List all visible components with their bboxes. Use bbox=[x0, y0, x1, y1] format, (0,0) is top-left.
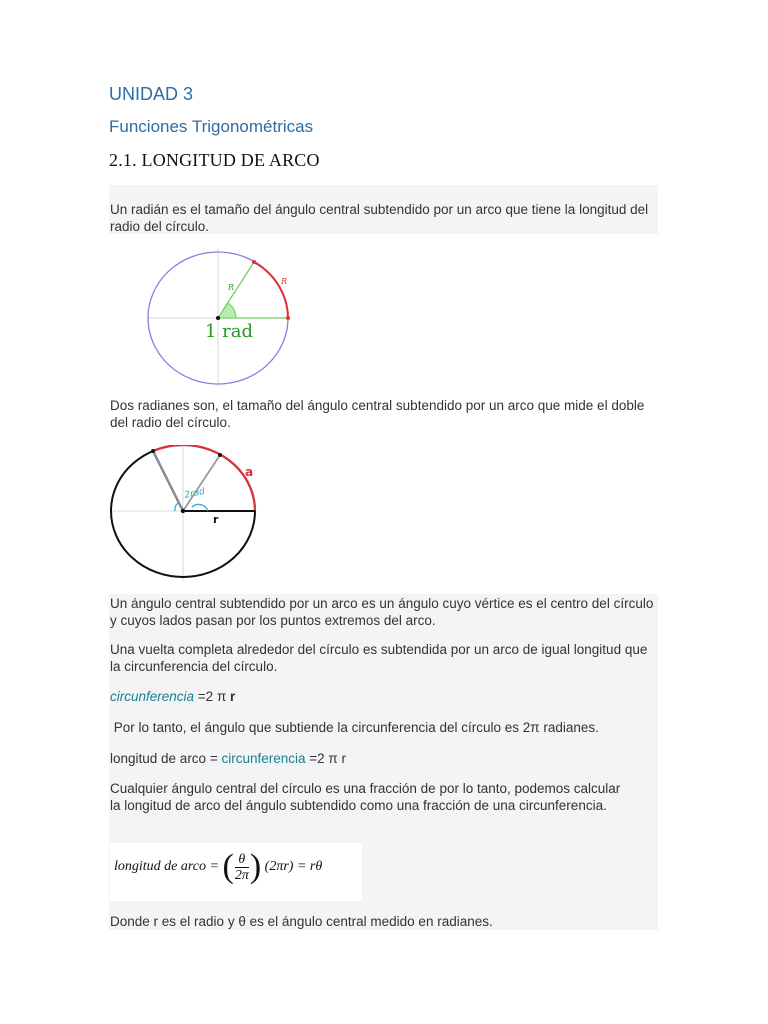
paragraph-full-turn: Una vuelta completa alrededor del círculo es subtendida por un arco de igual longitud que la circunferencia del círculo. bbox=[110, 642, 648, 674]
equation-lhs: longitud de arco = bbox=[114, 859, 219, 874]
open-paren: ( bbox=[222, 848, 234, 885]
circumference-word-2: circunferencia bbox=[221, 751, 306, 766]
arc-length-suffix: =2 π r bbox=[305, 751, 346, 766]
two-radian-diagram bbox=[108, 445, 260, 583]
circumference-word: circunferencia bbox=[110, 689, 195, 704]
section-heading: 2.1. LONGITUD DE ARCO bbox=[109, 150, 320, 170]
radius-label: R bbox=[228, 283, 235, 292]
fraction-numerator: θ bbox=[235, 852, 249, 868]
theta-fraction bbox=[235, 852, 249, 883]
paragraph-radian: Un radián es el tamaño del ángulo central subtendido por un arco que tiene la longitud del radio del círculo. bbox=[110, 202, 649, 234]
radius-r-label: r bbox=[213, 513, 219, 526]
equation-rest: (2πr) = rθ bbox=[264, 859, 323, 874]
page-subtitle: Funciones Trigonométricas bbox=[109, 117, 314, 136]
arc-label: R bbox=[281, 277, 288, 286]
paragraph-two-pi: Por lo tanto, el ángulo que subtiende la circunferencia del círculo es 2π radianes. bbox=[110, 720, 599, 735]
arc-length-prefix: longitud de arco = bbox=[110, 751, 222, 766]
arc-length-equation bbox=[110, 843, 362, 901]
close-paren: ) bbox=[249, 848, 262, 885]
paragraph-definitions: Donde r es el radio y θ es el ángulo central medido en radianes. bbox=[110, 914, 493, 929]
one-rad-label: 1 rad bbox=[205, 321, 254, 342]
unit-title: UNIDAD 3 bbox=[109, 84, 194, 104]
two-rad-label: 2rad bbox=[183, 486, 206, 501]
intro-panel bbox=[109, 185, 658, 234]
radius-symbol: r bbox=[230, 689, 236, 704]
arc-length-formula bbox=[110, 750, 346, 767]
one-radian-diagram bbox=[140, 248, 300, 388]
circumference-formula bbox=[110, 688, 235, 705]
fraction-denominator: 2π bbox=[234, 867, 249, 883]
circumference-expression: =2 π bbox=[194, 689, 231, 704]
paragraph-fraction: Cualquier ángulo central del círculo es una fracción de por lo tanto, podemos calcular la longitud de arco del ángulo subtendido como una fracción de una circunferencia. bbox=[110, 781, 621, 813]
paragraph-two-radians: Dos radianes son, el tamaño del ángulo central subtendido por un arco que mide el doble del radio del círculo. bbox=[110, 398, 645, 430]
paragraph-central-angle: Un ángulo central subtendido por un arco es un ángulo cuyo vértice es el centro del círculo y cuyos lados pasan por los puntos extremos del arco. bbox=[110, 596, 654, 628]
arc-a-label: a bbox=[245, 465, 254, 479]
